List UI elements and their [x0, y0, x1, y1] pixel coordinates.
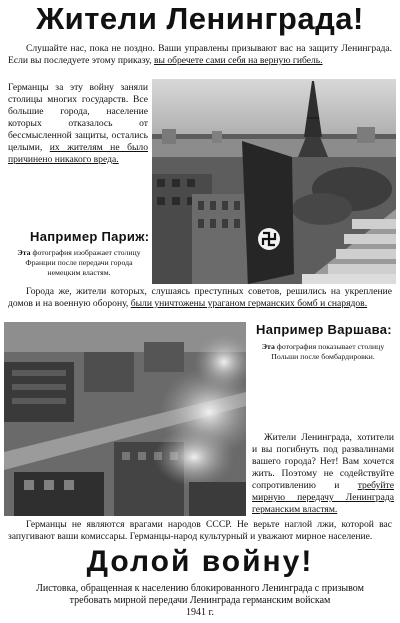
- paris-photo: [152, 79, 396, 284]
- warsaw-photo-graphic: [4, 322, 246, 516]
- intro-paragraph: [8, 43, 392, 67]
- appeal-paragraph: [252, 432, 394, 516]
- paris-caption-text: фотография изображает столицу Франции после передачи города немецким властям.: [25, 248, 141, 277]
- footer-caption: [30, 583, 370, 619]
- paris-caption-lead: Эта: [17, 248, 31, 257]
- warsaw-caption-lead: Эта: [261, 342, 275, 351]
- appeal-text: Жители Ленинграда, хотители и вы погибнуть под развалинами вашего города? Нет! Вам хочется жить. Поэтому не содействуйте сопротивлению и: [252, 432, 394, 491]
- intro-underlined-text: вы обречете сами себя на верную гибель.: [153, 55, 323, 66]
- warsaw-caption-text: фотография показывает столицу Польши после бомбардировки.: [271, 342, 385, 361]
- warsaw-heading: Например Варшава:: [256, 322, 392, 337]
- paris-photo-graphic: [152, 79, 396, 284]
- paris-heading: Например Париж:: [30, 229, 150, 244]
- middle-text: Города же, жители которых, слушаясь преступных советов, решились на укрепление домов и на военную оборону,: [8, 286, 392, 309]
- appeal-underlined-text: требуйте мирную передачу Ленинграда германским властям.: [252, 480, 394, 515]
- paris-caption: [10, 248, 148, 278]
- middle-underlined-text: были уничтожены ураганом германских бомб и снарядов.: [130, 298, 368, 309]
- footer-line-1: Листовка, обращенная к населению блокированного Ленинграда с призывом: [36, 583, 364, 594]
- germans-paragraph: [8, 82, 148, 166]
- germans-text: Германцы за эту войну заняли столицы многих государств. Все большие города, население которых отказалось от бессмысленной защиты, остались целыми,: [8, 82, 148, 153]
- middle-paragraph: [8, 286, 392, 310]
- leaflet-title: Жители Ленинграда!: [36, 1, 364, 36]
- footer-line-2: требовать мирной передачи Ленинграда германским войскам: [69, 595, 331, 606]
- warsaw-caption: [252, 342, 394, 362]
- slogan: Долой войну!: [86, 545, 314, 578]
- intro-text: Слушайте нас, пока не поздно. Ваши управлены призывают вас на защиту Ленинграда. Если вы последуете этому приказу,: [8, 43, 392, 66]
- germans-underlined-text: их жителям не было причинено никакого вреда.: [8, 142, 148, 165]
- footer-line-3: 1941 г.: [186, 607, 214, 618]
- warsaw-photo: [4, 322, 246, 516]
- not-enemies-paragraph: Германцы не являются врагами народов СССР. Не верьте наглой лжи, которой вас запугивают ваши комиссары. Германцы-народ культурный и уважают мирное население.: [8, 519, 392, 542]
